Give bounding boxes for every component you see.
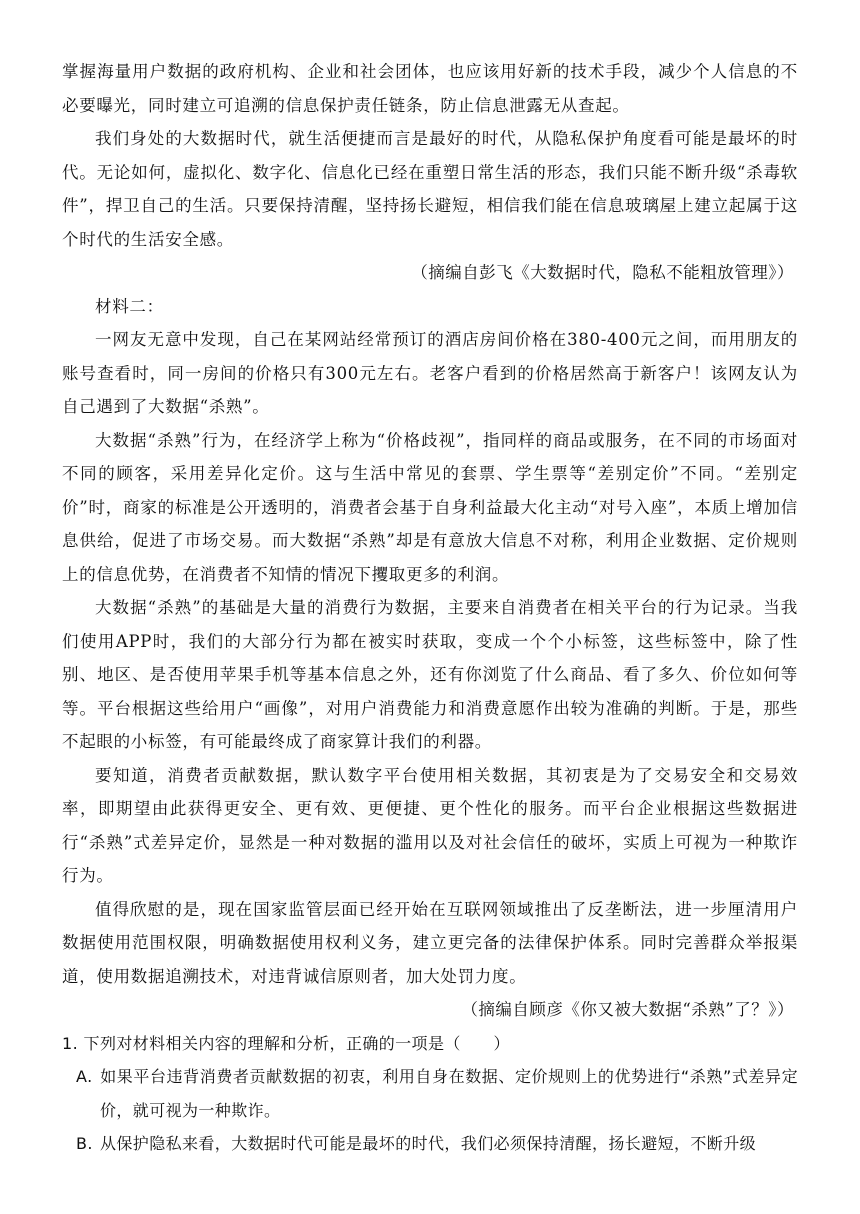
paragraph: 一网友无意中发现，自己在某网站经常预订的酒店房间价格在380-400元之间，而用朋友的账号查看时，同一房间的价格只有300元左右。老客户看到的价格居然高于新客户！该网友认为自己遇到了大数据“杀熟”。 <box>62 330 798 416</box>
citation: （摘编自彭飞《大数据时代，隐私不能粗放管理》） <box>411 263 794 282</box>
section-heading: 材料二： <box>95 296 164 316</box>
option-text: 从保护隐私来看，大数据时代可能是最坏的时代，我们必须保持清醒，扬长避短，不断升级 <box>100 1134 757 1153</box>
paragraph: 我们身处的大数据时代，就生活便捷而言是最好的时代，从隐私保护角度看可能是最坏的时代。无论如何，虚拟化、数字化、信息化已经在重塑日常生活的形态，我们只能不断升级“杀毒软件”，捍卫自己的生活。只要保持清醒，坚持扬长避短，相信我们能在信息玻璃屋上建立起属于这个时代的生活安全感。 <box>62 129 798 249</box>
paragraph: 值得欣慰的是，现在国家监管层面已经开始在互联网领域推出了反垄断法，进一步厘清用户数据使用范围权限，明确数据使用权利义务，建立更完备的法律保护体系。同时完善群众举报渠道，使用数据追溯技术，对违背诚信原则者，加大处罚力度。 <box>62 899 798 986</box>
option-letter: A. <box>76 1067 93 1086</box>
paragraph: 大数据“杀熟”的基础是大量的消费行为数据，主要来自消费者在相关平台的行为记录。当我们使用APP时，我们的大部分行为都在被实时获取，变成一个个小标签，这些标签中，除了性别、地区、是否使用苹果手机等基本信息之外，还有你浏览了什么商品、看了多久、价位如何等等。平台根据这些给用户“画像”，对用户消费能力和消费意愿作出较为准确的判断。于是，那些不起眼的小标签，有可能最终成了商家算计我们的利器。 <box>62 598 798 751</box>
answer-option-b[interactable] <box>62 1127 798 1161</box>
citation: （摘编自顾彦《你又被大数据“杀熟”了？》） <box>461 1000 794 1019</box>
paragraph: 掌握海量用户数据的政府机构、企业和社会团体，也应该用好新的技术手段，减少个人信息的不必要曝光，同时建立可追溯的信息保护责任链条，防止信息泄露无从查起。 <box>62 62 798 115</box>
option-letter: B. <box>76 1134 93 1153</box>
paragraph: 大数据“杀熟”行为，在经济学上称为“价格歧视”，指同样的商品或服务，在不同的市场面对不同的顾客，采用差异化定价。这与生活中常见的套票、学生票等“差别定价”不同。“差别定价”时，商家的标准是公开透明的，消费者会基于自身利益最大化主动“对号入座”，本质上增加信息供给，促进了市场交易。而大数据“杀熟”却是有意放大信息不对称，利用企业数据、定价规则上的信息优势，在消费者不知情的情况下攫取更多的利润。 <box>62 430 798 584</box>
answer-option-a[interactable] <box>62 1060 798 1127</box>
question-stem: 1. 下列对材料相关内容的理解和分析，正确的一项是（ ） <box>62 1033 510 1053</box>
option-text: 如果平台违背消费者贡献数据的初衷，利用自身在数据、定价规则上的优势进行“杀熟”式差异定价，就可视为一种欺诈。 <box>100 1067 798 1120</box>
paragraph: 要知道，消费者贡献数据，默认数字平台使用相关数据，其初衷是为了交易安全和交易效率，即期望由此获得更安全、更有效、更便捷、更个性化的服务。而平台企业根据这些数据进行“杀熟”式差异定价，显然是一种对数据的滥用以及对社会信任的破坏，实质上可视为一种欺诈行为。 <box>62 765 798 885</box>
